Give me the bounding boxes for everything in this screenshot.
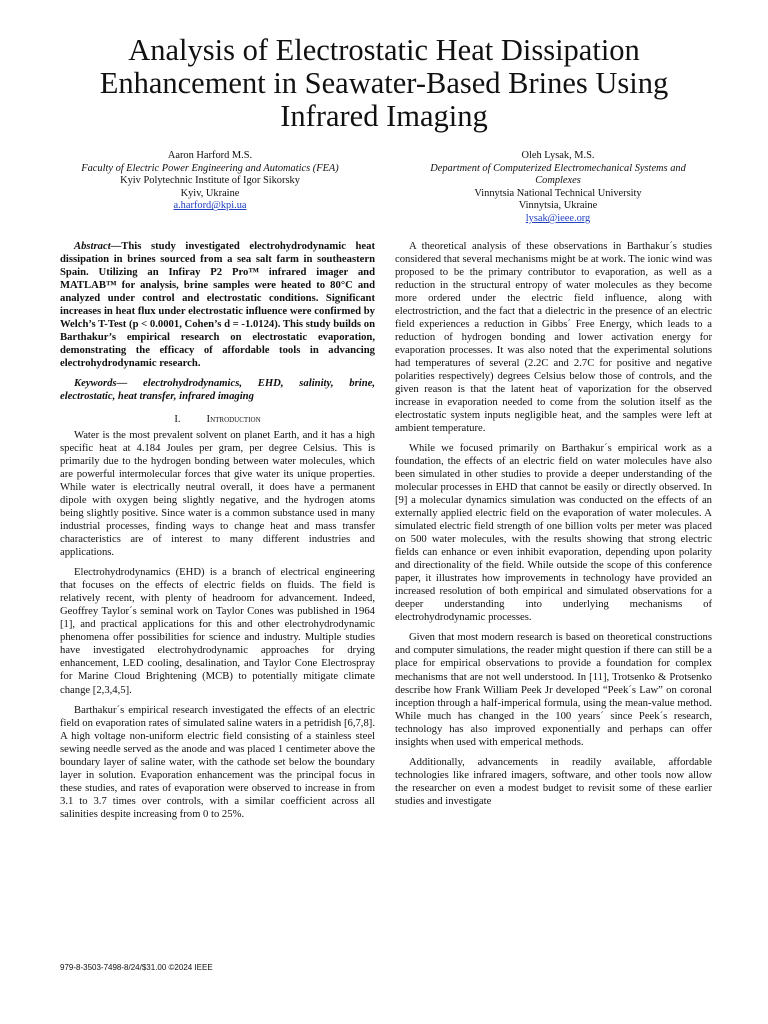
author-location: Kyiv, Ukraine	[180, 187, 240, 199]
copyright-footer: 979-8-3503-7498-8/24/$31.00 ©2024 IEEE	[60, 963, 213, 972]
paragraph: While we focused primarily on Barthakur´s empirical work as a foundation, the effects of an electric field on water molecules have also been simulated in other studies to provide a deeper understanding of the molecular processes in EHD that cannot be easily or directly observed. In [9] a molecular dynamics simulation was conducted on the effects of an externally applied electric field on the evaporation of water molecules. A simulated electric field strength of one billion volts per meter was placed on 500 water molecules, with the results showing that strong electric fields can enhance or even inhibit evaporation, depending upon polarity and directionality of the field. While outside the scope of this conference paper, it illustrates how improvements in technology have provided an increased resolution of both empirical and simulated observations for a deeper understanding into underlying mechanisms of electrohydrodynamic processes.	[395, 443, 712, 624]
author-email-link[interactable]: a.harford@kpi.ua	[173, 200, 247, 212]
paragraph: Additionally, advancements in readily available, affordable technologies like infrared imagers, software, and other tools now allow the researcher on even a modest budget to revisit some of these earlier studies and investigate	[395, 756, 712, 807]
paragraph: Electrohydrodynamics (EHD) is a branch of electrical engineering that focuses on the effects of electric fields on fluids. The field is relatively recent, with plenty of headroom for advancement. Indeed, Geoffrey Taylor´s seminal work on Taylor Cones was published in 1964 [1], and practical applications for this and other electrohydrodynamic phenomena offer possibilities for science and industry. Multiple studies have investigated electrohydrodynamic approaches for drying enhancement, LED cooling, desalination, and Taylor Cone Electrospray for Marine Cloud Brightening (MCB) to potentially mitigate climate change [2,3,4,5].	[60, 567, 375, 696]
paragraph: Water is the most prevalent solvent on planet Earth, and it has a high specific heat at 4.184 Joules per gram, per degree Celsius. This is primarily due to the hydrogen bonding between water molecules, which are powerful intermolecular forces that give water its unique properties. While water is electrically neutral overall, it does have a permanent dipole with oxygen being slightly negative, and the hydrogen atoms being slightly positive. Since water is a common substance used in many industrial processes, finding ways to change heat and mass transfer characteristics are of interest to many different industries and applications.	[60, 430, 375, 559]
paper-title: Analysis of Electrostatic Heat Dissipation Enhancement in Seawater-Based Brines Using Infrared Imaging	[99, 33, 669, 133]
author-department: Faculty of Electric Power Engineering and Automatics (FEA)	[81, 162, 339, 174]
keywords	[60, 377, 375, 403]
right-column	[395, 240, 712, 815]
keywords-text: — electrohydrodynamics, EHD, salinity, brine, electrostatic, heat transfer, infrared imaging	[60, 378, 375, 403]
author-location: Vinnytsia, Ukraine	[518, 200, 598, 212]
author-name: Aaron Harford M.S.	[167, 150, 253, 161]
left-column	[60, 240, 375, 828]
author-email-link[interactable]: lysak@ieee.org	[525, 212, 591, 224]
section-heading-introduction	[60, 413, 375, 426]
abstract-text: —This study investigated electrohydrodynamic heat dissipation in brines sourced from a sea salt farm in southeastern Spain. Utilizing an Infiray P2 Pro™ infrared imager and MATLAB™ for analysis, brine samples were heated to 80°C and analyzed under control and electrostatic conditions. Significant increases in heat flux under electrostatic influence were confirmed by Welch’s T-Test (p < 0.0001, Cohen’s d = -1.0124). This study builds on Barthakur’s empirical research on electrostatic evaporation, demonstrating the efficacy of affordable tools in advancing electrohydrodynamic research.	[60, 241, 375, 370]
author-block-1	[60, 150, 360, 213]
section-number: I.	[174, 414, 181, 426]
section-title: Introduction	[206, 414, 261, 426]
paragraph: A theoretical analysis of these observations in Barthakur´s studies considered that several mechanisms might be at work. The ionic wind was proposed to be the primary contributor to evaporation, as well as a reduction in the structural entropy of water molecules as they become more ordered under the electric field influence, along with electrostriction, and the fact that a dielectric in the presence of an electric field experiences a reduction in Gibbs´ Free Energy, which leads to a reduction of hydrogen bonding and lower activation energy for evaporation processes. It was also noted that the experimental solutions had temperatures of several (2.2C and 2.7C for positive and negative polarities respectively) degrees Celsius below those of controls, and the given reason is that the latent heat of vaporization for the observed increase in evaporation needed to come from the solution itself as the electrostatic system inputs negligible heat, and the samples were left at ambient temperature.	[395, 241, 712, 435]
paragraph: Given that most modern research is based on theoretical constructions and computer simulations, the reader might question if there can still be a place for empirical observations to provide a foundation for complex mechanisms that are not well understood. In [11], Trotsenko & Protsenko describe how Frank William Peek Jr developed “Peek´s Law” on coronal inception through a half-imperical formula, using the mean-value method. While much has changed in the 100 years´ since Peek´s research, technology has also improved exponentially and perhaps can offer insights when used with emperical methods.	[395, 632, 712, 748]
author-name: Oleh Lysak, M.S.	[521, 150, 595, 161]
paragraph: Barthakur´s empirical research investigated the effects of an electric field on evaporation rates of simulated saline waters in a petridish [6,7,8]. A high voltage non-uniform electric field consisting of a stainless steel sewing needle served as the anode and was placed 1 centimeter above the boundary layer of saline water, with the cathode set below the boundary layer in solution. Evaporation enhancement was the principal focus in these studies, and rates of evaporation were observed to increase in from 3.1 to 3.7 times over controls, with a similar coefficient across all salinities despite increasing from 0 to 25%.	[60, 704, 375, 820]
author-block-2	[408, 150, 708, 226]
abstract	[60, 240, 375, 370]
author-institution: Kyiv Polytechnic Institute of Igor Sikorsky	[120, 175, 300, 187]
abstract-label: Abstract	[74, 241, 111, 252]
author-department: Department of Computerized Electromechanical Systems and Complexes	[430, 162, 686, 187]
author-institution: Vinnytsia National Technical University	[474, 187, 642, 199]
keywords-label: Keywords	[74, 378, 117, 390]
